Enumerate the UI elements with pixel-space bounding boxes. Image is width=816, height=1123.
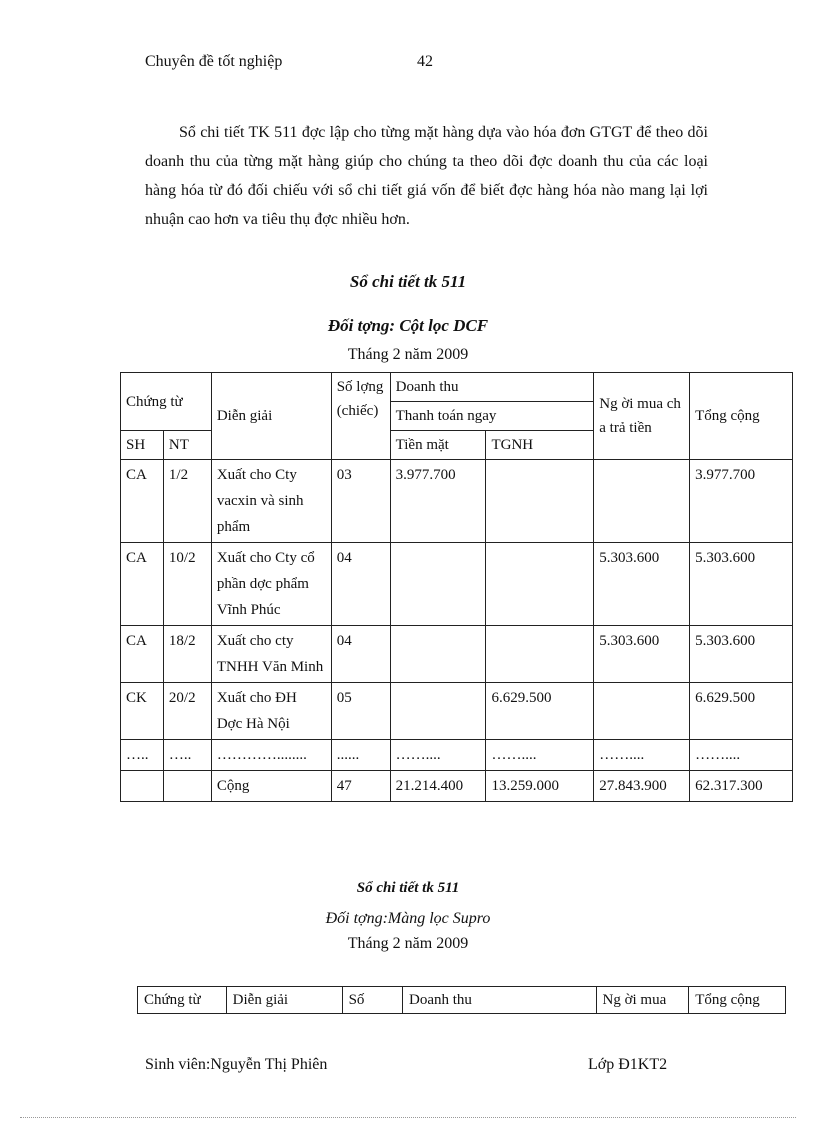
col-nt: NT	[163, 431, 211, 460]
cell-tien-mat	[390, 626, 486, 683]
cell-tong-cong: 5.303.600	[690, 626, 793, 683]
cell-nguoi-mua	[594, 683, 690, 740]
footer-student: Sinh viên:Nguyễn Thị Phiên	[145, 1056, 328, 1073]
cell-tgnh: 6.629.500	[486, 683, 594, 740]
total-row	[121, 771, 793, 802]
header-row	[138, 987, 786, 1014]
cell-tien-mat	[390, 683, 486, 740]
cell-tong-cong: 6.629.500	[690, 683, 793, 740]
cell-dien-giai: Xuất cho ĐH Dợc Hà Nội	[211, 683, 331, 740]
col-sh: SH	[121, 431, 164, 460]
table-row	[121, 740, 793, 771]
t2-col-doanh-thu: Doanh thu	[403, 987, 596, 1014]
cell-tong-cong: ……....	[690, 740, 793, 771]
cell-dien-giai: …………........	[211, 740, 331, 771]
col-tong-cong: Tổng cộng	[690, 373, 793, 460]
cell-nguoi-mua: ……....	[594, 740, 690, 771]
page-bottom-rule	[20, 1117, 796, 1118]
cell-tgnh: ……....	[486, 740, 594, 771]
table2-title: Sổ chi tiết tk 511	[356, 880, 460, 896]
t2-col-dien-giai: Diễn giải	[226, 987, 342, 1014]
table2-object: Đối tợng:Màng lọc Supro	[325, 910, 491, 927]
cell-dien-giai: Xuất cho Cty vacxin và sinh phẩm	[211, 460, 331, 543]
total-so-luong: 47	[331, 771, 390, 802]
t2-col-so: Số	[342, 987, 402, 1014]
cell-so-luong: 03	[331, 460, 390, 543]
col-tgnh: TGNH	[486, 431, 594, 460]
cell-nguoi-mua: 5.303.600	[594, 543, 690, 626]
cell-tien-mat: ……....	[390, 740, 486, 771]
cell-dien-giai: Xuất cho cty TNHH Văn Minh	[211, 626, 331, 683]
table2-month: Tháng 2 năm 2009	[347, 935, 469, 952]
cell-so-luong: 04	[331, 626, 390, 683]
t2-col-nguoi-mua: Ng ời mua	[596, 987, 689, 1014]
cell-tgnh	[486, 543, 594, 626]
cell-empty	[163, 771, 211, 802]
t2-col-tong-cong: Tổng cộng	[689, 987, 786, 1014]
table1-title: Sổ chi tiết tk 511	[349, 272, 467, 291]
cell-sh: …..	[121, 740, 164, 771]
col-thanh-toan-ngay: Thanh toán ngay	[390, 402, 594, 431]
cell-empty	[121, 771, 164, 802]
total-tgnh: 13.259.000	[486, 771, 594, 802]
table-row	[121, 460, 793, 543]
cell-nt: 20/2	[163, 683, 211, 740]
cell-nt: 10/2	[163, 543, 211, 626]
cell-tong-cong: 3.977.700	[690, 460, 793, 543]
cell-sh: CA	[121, 543, 164, 626]
intro-paragraph	[145, 118, 708, 234]
table-row	[121, 543, 793, 626]
cell-sh: CA	[121, 626, 164, 683]
total-tong-cong: 62.317.300	[690, 771, 793, 802]
cell-tien-mat: 3.977.700	[390, 460, 486, 543]
table-row	[121, 683, 793, 740]
table1-month: Tháng 2 năm 2009	[347, 346, 469, 363]
cell-nt: …..	[163, 740, 211, 771]
header-row-1	[121, 373, 793, 402]
col-doanh-thu: Doanh thu	[390, 373, 594, 402]
cell-so-luong: ......	[331, 740, 390, 771]
footer-class: Lớp Đ1KT2	[588, 1056, 668, 1073]
total-nguoi-mua: 27.843.900	[594, 771, 690, 802]
ledger-table	[120, 372, 793, 802]
cell-nt: 1/2	[163, 460, 211, 543]
cell-nguoi-mua	[594, 460, 690, 543]
cell-tgnh	[486, 626, 594, 683]
col-tien-mat: Tiền mặt	[390, 431, 486, 460]
col-so-luong: Số lợng (chiếc)	[331, 373, 390, 460]
page-number: 42	[417, 53, 433, 70]
cell-dien-giai: Xuất cho Cty cổ phần dợc phẩm Vĩnh Phúc	[211, 543, 331, 626]
cell-sh: CK	[121, 683, 164, 740]
cell-so-luong: 04	[331, 543, 390, 626]
col-chung-tu: Chứng từ	[121, 373, 212, 431]
table-row	[121, 626, 793, 683]
total-label: Cộng	[211, 771, 331, 802]
col-nguoi-mua: Ng ời mua ch a trả tiền	[594, 373, 690, 460]
cell-tong-cong: 5.303.600	[690, 543, 793, 626]
cell-tgnh	[486, 460, 594, 543]
cell-nt: 18/2	[163, 626, 211, 683]
cell-so-luong: 05	[331, 683, 390, 740]
t2-col-chung-tu: Chứng từ	[138, 987, 227, 1014]
intro-text: Sổ chi tiết TK 511 đợc lập cho từng mặt hàng dựa vào hóa đơn GTGT để theo dõi doanh thu của từng mặt hàng giúp cho chúng ta theo dõi đợc doanh thu của các loại hàng hóa từ đó đối chiếu với sổ chi tiết giá vốn để biết đợc hàng hóa nào mang lại lợi nhuận cao hơn va tiêu thụ đợc nhiều hơn.	[145, 124, 708, 228]
cell-tien-mat	[390, 543, 486, 626]
cell-nguoi-mua: 5.303.600	[594, 626, 690, 683]
header-title: Chuyên đề tốt nghiệp	[145, 53, 283, 70]
col-dien-giai: Diễn giải	[211, 373, 331, 460]
ledger-table-2	[137, 986, 786, 1014]
table1-object: Đối tợng: Cột lọc DCF	[327, 316, 489, 335]
cell-sh: CA	[121, 460, 164, 543]
total-tien-mat: 21.214.400	[390, 771, 486, 802]
